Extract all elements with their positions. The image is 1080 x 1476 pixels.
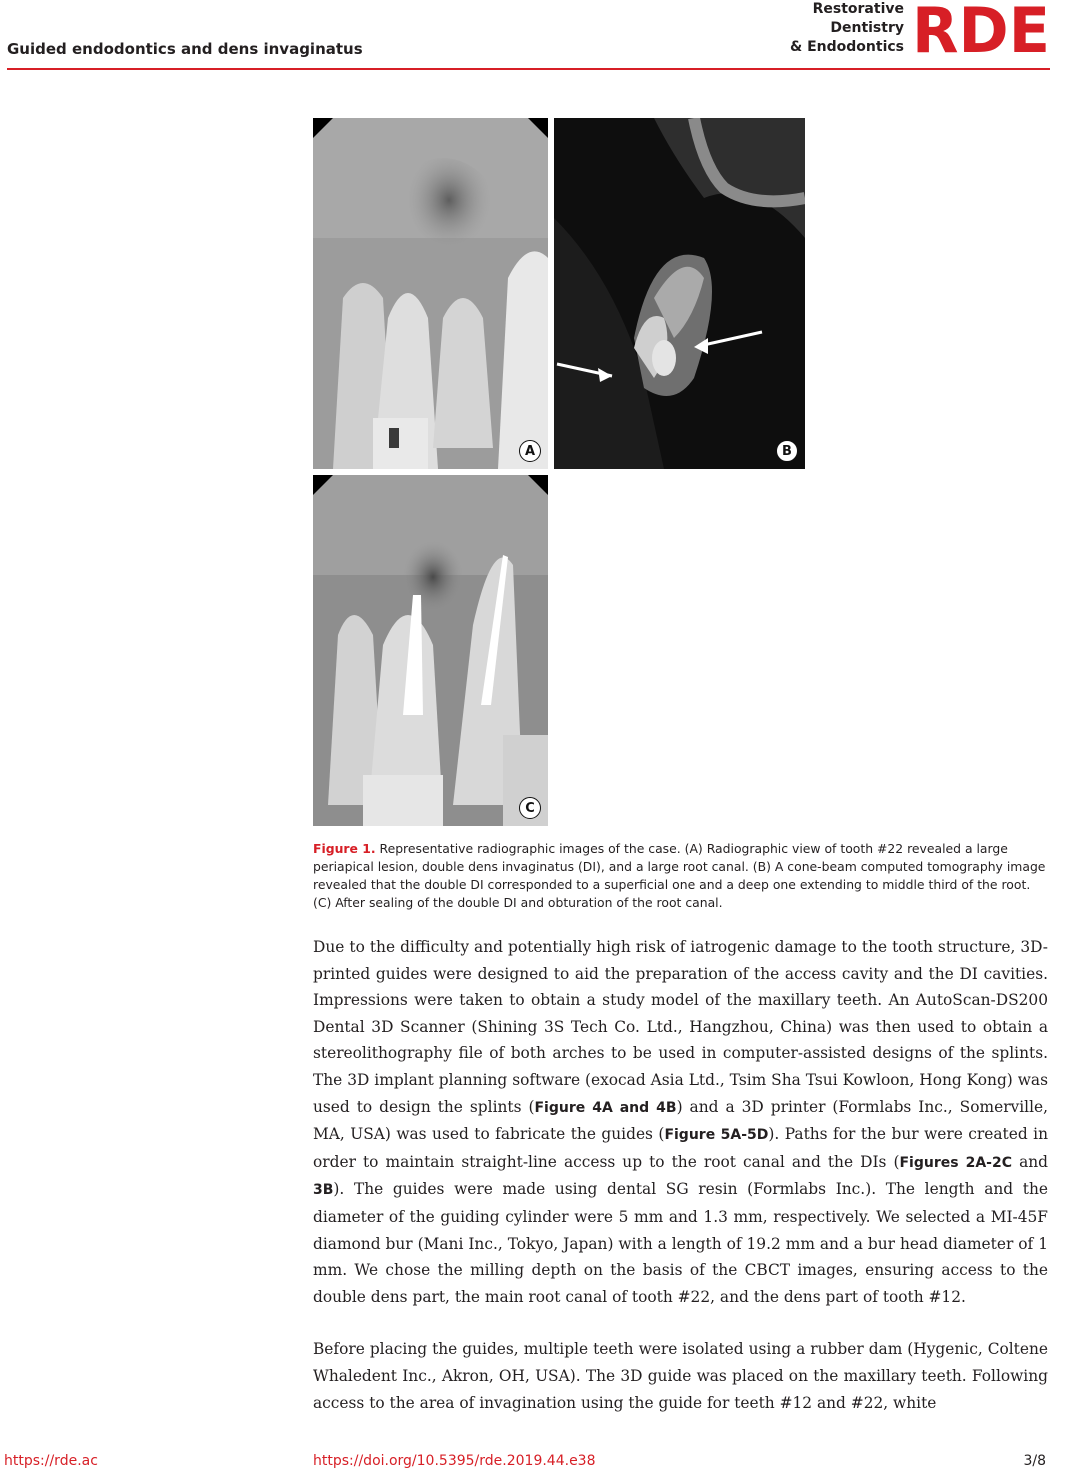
body-text-run: ). The guides were made using dental SG resin (Formlabs Inc.). The length and the diameter of the guiding cylinder were 5 mm and 1.3 mm, respectively. We selected a MI-45F diamond bur (Mani Inc., Tokyo, Japan) with a length of 19.2 mm and a bur head diameter of 1 mm. We chose the milling depth on the basis of the CBCT images, ensuring access to the double dens part, the main root canal of tooth #22, and the dens part of tooth #12. <box>313 1180 1048 1306</box>
panel-label-b: B <box>776 440 798 462</box>
body-text-run: Due to the difficulty and potentially high risk of iatrogenic damage to the tooth structure, 3D-printed guides were designed to aid the preparation of the access cavity and the DI cavities. Impressions were taken to obtain a study model of the maxillary teeth. An AutoScan-DS200 Dental 3D Scanner (Shining 3S Tech Co. Ltd., Hangzhou, China) was then used to obtain a stereolithography file of both arches to be used in computer-assisted designs of the splints. The 3D implant planning software (exocad Asia Ltd., Tsim Sha Tsui Kowloon, Hong Kong) was used to design the splints ( <box>313 938 1048 1116</box>
journal-name <box>790 0 904 57</box>
header-rule <box>7 68 1050 70</box>
body-text-run: and <box>1012 1152 1049 1171</box>
footer-site-link[interactable]: https://rde.ac <box>4 1453 98 1469</box>
figure-reference-link[interactable]: 3B <box>313 1182 334 1199</box>
radiograph-c-image <box>313 475 548 826</box>
journal-name-line: Restorative <box>812 1 904 17</box>
footer-doi-link[interactable]: https://doi.org/10.5395/rde.2019.44.e38 <box>313 1453 596 1469</box>
figure-reference-link[interactable]: Figures 2A-2C <box>899 1154 1013 1171</box>
body-text-run: ) and a 3D printer (Formlabs Inc., Somerville, MA, USA) was used to fabricate the guides ( <box>313 1097 1049 1144</box>
body-text-run: ). Paths for the bur were created in order to maintain straight-line access up to the root canal and the DIs ( <box>313 1125 1049 1171</box>
figure-reference-link[interactable]: Figure 4A and 4B <box>534 1099 677 1116</box>
panel-label-c: C <box>519 797 541 819</box>
figure-caption-text: Representative radiographic images of the case. (A) Radiographic view of tooth #22 revealed a large periapical lesion, double dens invaginatus (DI), and a large root canal. (B) A cone-beam computed tomography image revealed that the double DI corresponded to a superficial one and a deep one extending to middle third of the root. (C) After sealing of the double DI and obturation of the root canal. <box>313 841 1046 910</box>
figure-panel-b <box>554 118 805 469</box>
svg-text:RDE: RDE <box>912 2 1050 54</box>
running-title: Guided endodontics and dens invaginatus <box>7 40 363 58</box>
page-number: 3/8 <box>1023 1453 1046 1469</box>
panel-label-a: A <box>519 440 541 462</box>
journal-name-line: Dentistry <box>830 20 904 36</box>
cbct-b-image <box>554 118 805 469</box>
figure-panel-c <box>313 475 548 826</box>
rde-logo <box>912 2 1052 54</box>
body-paragraph <box>313 934 1048 1310</box>
radiograph-a-image <box>313 118 548 469</box>
body-paragraph: Before placing the guides, multiple teeth were isolated using a rubber dam (Hygenic, Coltene Whaledent Inc., Akron, OH, USA). The 3D guide was placed on the maxillary teeth. Following access to the area of invagination using the guide for teeth #12 and #22, white <box>313 1340 1048 1412</box>
figure-caption-label: Figure 1. <box>313 841 376 856</box>
figure-reference-link[interactable]: Figure 5A-5D <box>664 1127 769 1144</box>
journal-name-line: & Endodontics <box>790 39 904 55</box>
article-body <box>313 934 1048 1442</box>
figure-panel-a <box>313 118 548 469</box>
figure-caption <box>313 840 1048 912</box>
